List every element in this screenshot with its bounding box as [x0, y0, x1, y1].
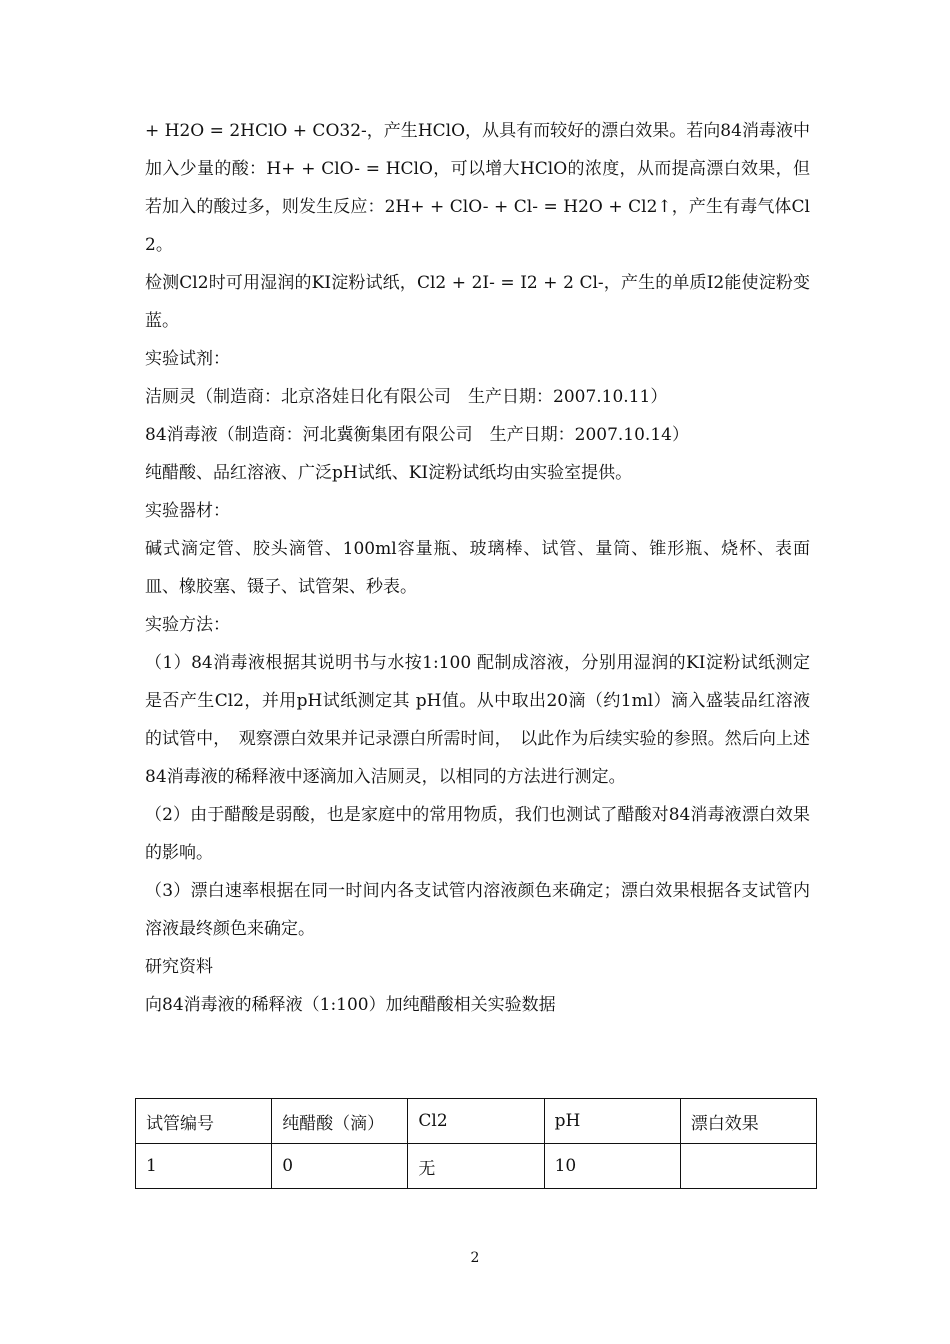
reagent-toilet-cleaner: 洁厕灵（制造商：北京洛娃日化有限公司 生产日期：2007.10.11） [145, 387, 668, 407]
paragraph-reaction-text: + H2O = 2HClO + CO32-，产生HClO，从具有而较好的漂白效果。若向84消毒液中加入少量的酸：H+ + ClO- = HClO，可以增大HClO的浓度，从而提高漂白效果，但若加入的酸过多，则发生反应：2H+ + ClO- + Cl- = H2O + Cl2↑，产生有毒气体Cl2。 [145, 121, 810, 255]
table-cell: 10 [544, 1144, 680, 1189]
table-caption: 向84消毒液的稀释液（1:100）加纯醋酸相关实验数据 [145, 995, 556, 1015]
equipment-list: 碱式滴定管、胶头滴管、100ml容量瓶、玻璃棒、试管、量筒、锥形瓶、烧杯、表面皿、橡胶塞、镊子、试管架、秒表。 [145, 539, 810, 597]
table-header-cell: Cl2 [408, 1099, 544, 1144]
table-header-cell: 漂白效果 [680, 1099, 816, 1144]
table-header-cell: pH [544, 1099, 680, 1144]
page-number: 2 [470, 1250, 480, 1266]
experiment-data-table [135, 1098, 817, 1189]
table-cell: 无 [408, 1144, 544, 1189]
method-step-2: （2）由于醋酸是弱酸，也是家庭中的常用物质，我们也测试了醋酸对84消毒液漂白效果的影响。 [145, 805, 810, 863]
table-header-cell: 试管编号 [136, 1099, 272, 1144]
table-row [136, 1144, 817, 1189]
paragraph-cl2-detection: 检测Cl2时可用湿润的KI淀粉试纸，Cl2 + 2I- = I2 + 2 Cl-，产生的单质I2能使淀粉变蓝。 [145, 273, 810, 331]
method-step-3: （3）漂白速率根据在同一时间内各支试管内溶液颜色来确定；漂白效果根据各支试管内溶液最终颜色来确定。 [145, 881, 810, 939]
reagent-lab-supplied: 纯醋酸、品红溶液、广泛pH试纸、KI淀粉试纸均由实验室提供。 [145, 463, 633, 483]
heading-research-data: 研究资料 [145, 957, 213, 977]
table-cell [680, 1144, 816, 1189]
reagent-84-disinfectant: 84消毒液（制造商：河北冀衡集团有限公司 生产日期：2007.10.14） [145, 425, 689, 445]
document-body [145, 112, 810, 1024]
table-cell: 0 [272, 1144, 408, 1189]
table-cell: 1 [136, 1144, 272, 1189]
table-header-row [136, 1099, 817, 1144]
heading-method: 实验方法： [145, 615, 230, 635]
table-header-cell: 纯醋酸（滴） [272, 1099, 408, 1144]
method-step-1: （1）84消毒液根据其说明书与水按1:100 配制成溶液，分别用湿润的KI淀粉试纸测定是否产生Cl2，并用pH试纸测定其 pH值。从中取出20滴（约1ml）滴入盛装品红溶液的试管中， 观察漂白效果并记录漂白所需时间， 以此作为后续实验的参照。然后向上述84消毒液的稀释液中逐滴加入洁厕灵，以相同的方法进行测定。 [145, 653, 810, 787]
heading-equipment: 实验器材： [145, 501, 230, 521]
heading-reagents: 实验试剂： [145, 349, 230, 369]
